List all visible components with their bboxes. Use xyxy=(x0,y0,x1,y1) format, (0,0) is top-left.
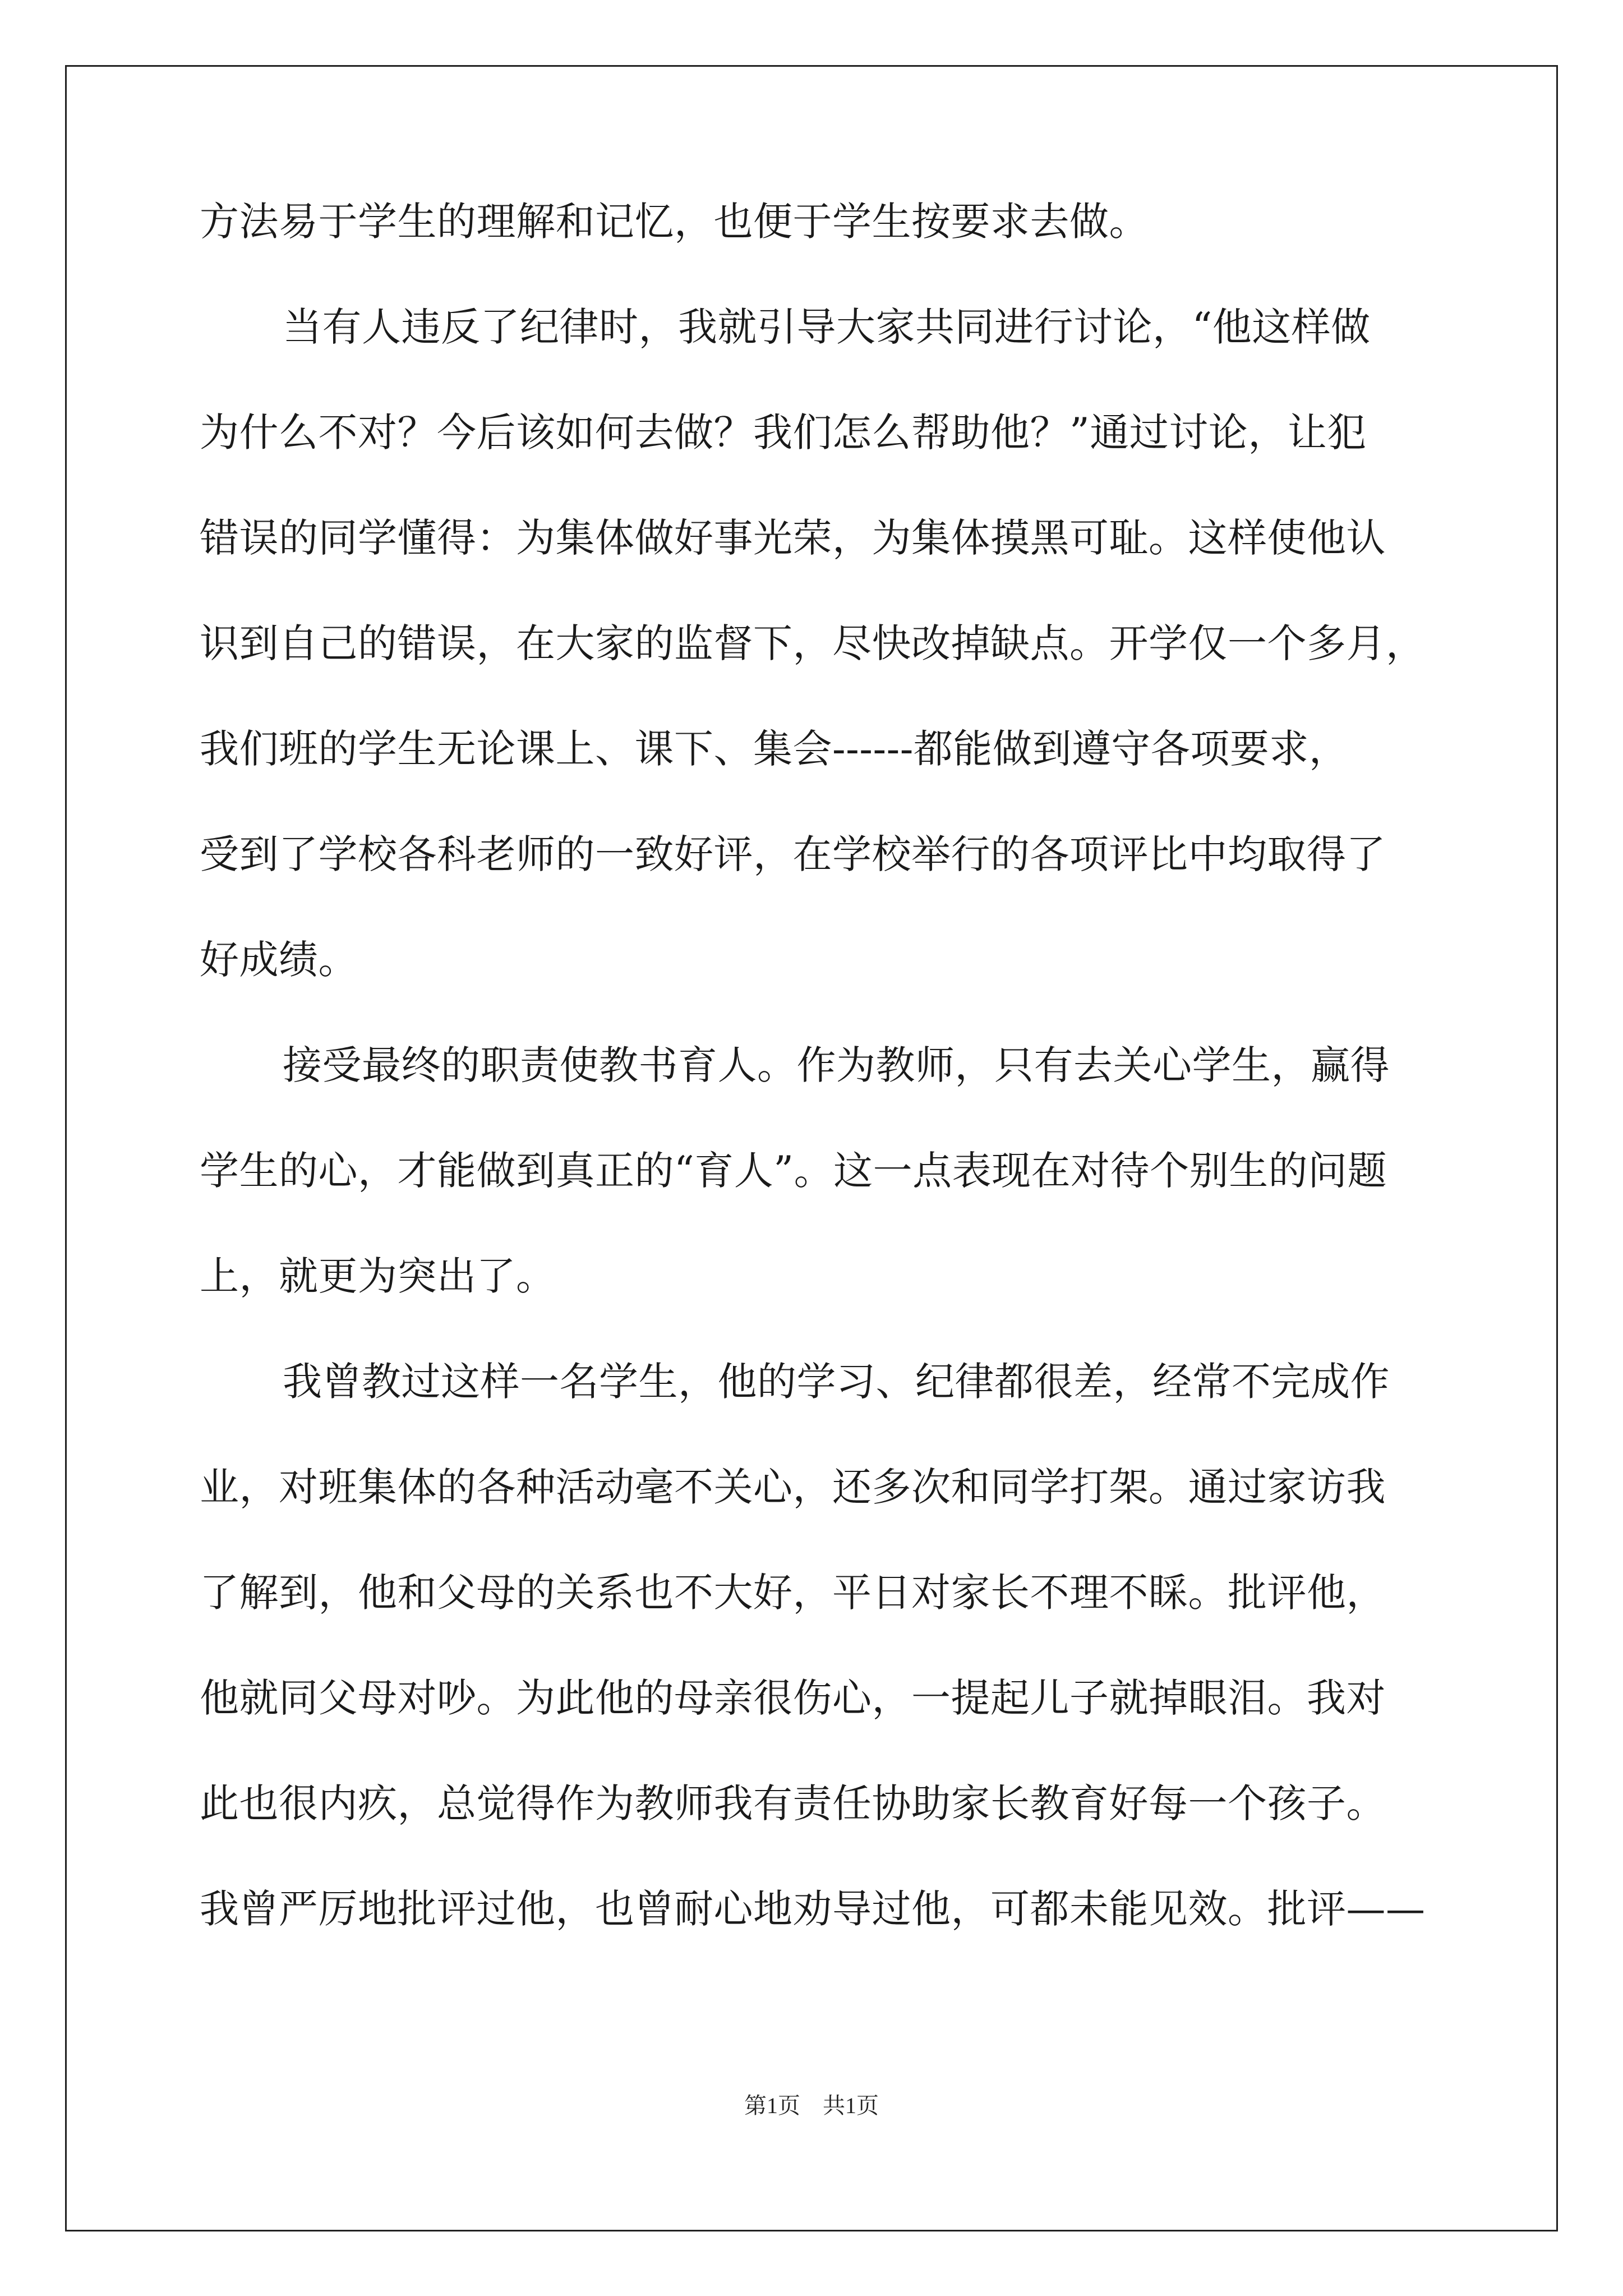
text-line: 方法易于学生的理解和记忆，也便于学生按要求去做。 xyxy=(200,199,1149,245)
text-line: 业，对班集体的各种活动毫不关心，还多次和同学打架。通过家访我 xyxy=(200,1464,1386,1510)
text-line: 了解到，他和父母的关系也不大好，平日对家长不理不睬。批评他， xyxy=(200,1570,1386,1616)
paragraph-first-line: 接受最终的职责使教书育人。作为教师，只有去关心学生，赢得 xyxy=(283,1042,1390,1088)
page-number-footer: 第1页 共1页 xyxy=(744,2093,879,2118)
text-line: 好成绩。 xyxy=(200,937,358,983)
text-line: 上，就更为突出了。 xyxy=(200,1253,556,1299)
text-line: 错误的同学懂得：为集体做好事光荣，为集体摸黑可耻。这样使他认 xyxy=(200,515,1386,561)
text-line: 我们班的学生无论课上、课下、集会------都能做到遵守各项要求， xyxy=(200,726,1349,772)
text-line: 受到了学校各科老师的一致好评，在学校举行的各项评比中均取得了 xyxy=(200,831,1386,877)
paragraph-first-line: 我曾教过这样一名学生，他的学习、纪律都很差，经常不完成作 xyxy=(283,1359,1390,1405)
text-line: 我曾严厉地批评过他，也曾耐心地劝导过他，可都未能见效。批评—— xyxy=(200,1886,1426,1932)
text-line: 此也很内疚，总觉得作为教师我有责任协助家长教育好每一个孩子。 xyxy=(200,1780,1386,1826)
text-line: 为什么不对？今后该如何去做？我们怎么帮助他？”通过讨论，让犯 xyxy=(200,409,1367,455)
text-line: 识到自己的错误，在大家的监督下，尽快改掉缺点。开学仅一个多月， xyxy=(200,620,1426,666)
text-line: 他就同父母对吵。为此他的母亲很伤心，一提起儿子就掉眼泪。我对 xyxy=(200,1675,1386,1721)
paragraph-first-line: 当有人违反了纪律时，我就引导大家共同进行讨论，“他这样做 xyxy=(283,304,1371,350)
text-line: 学生的心，才能做到真正的“育人”。这一点表现在对待个别生的问题 xyxy=(200,1148,1387,1194)
